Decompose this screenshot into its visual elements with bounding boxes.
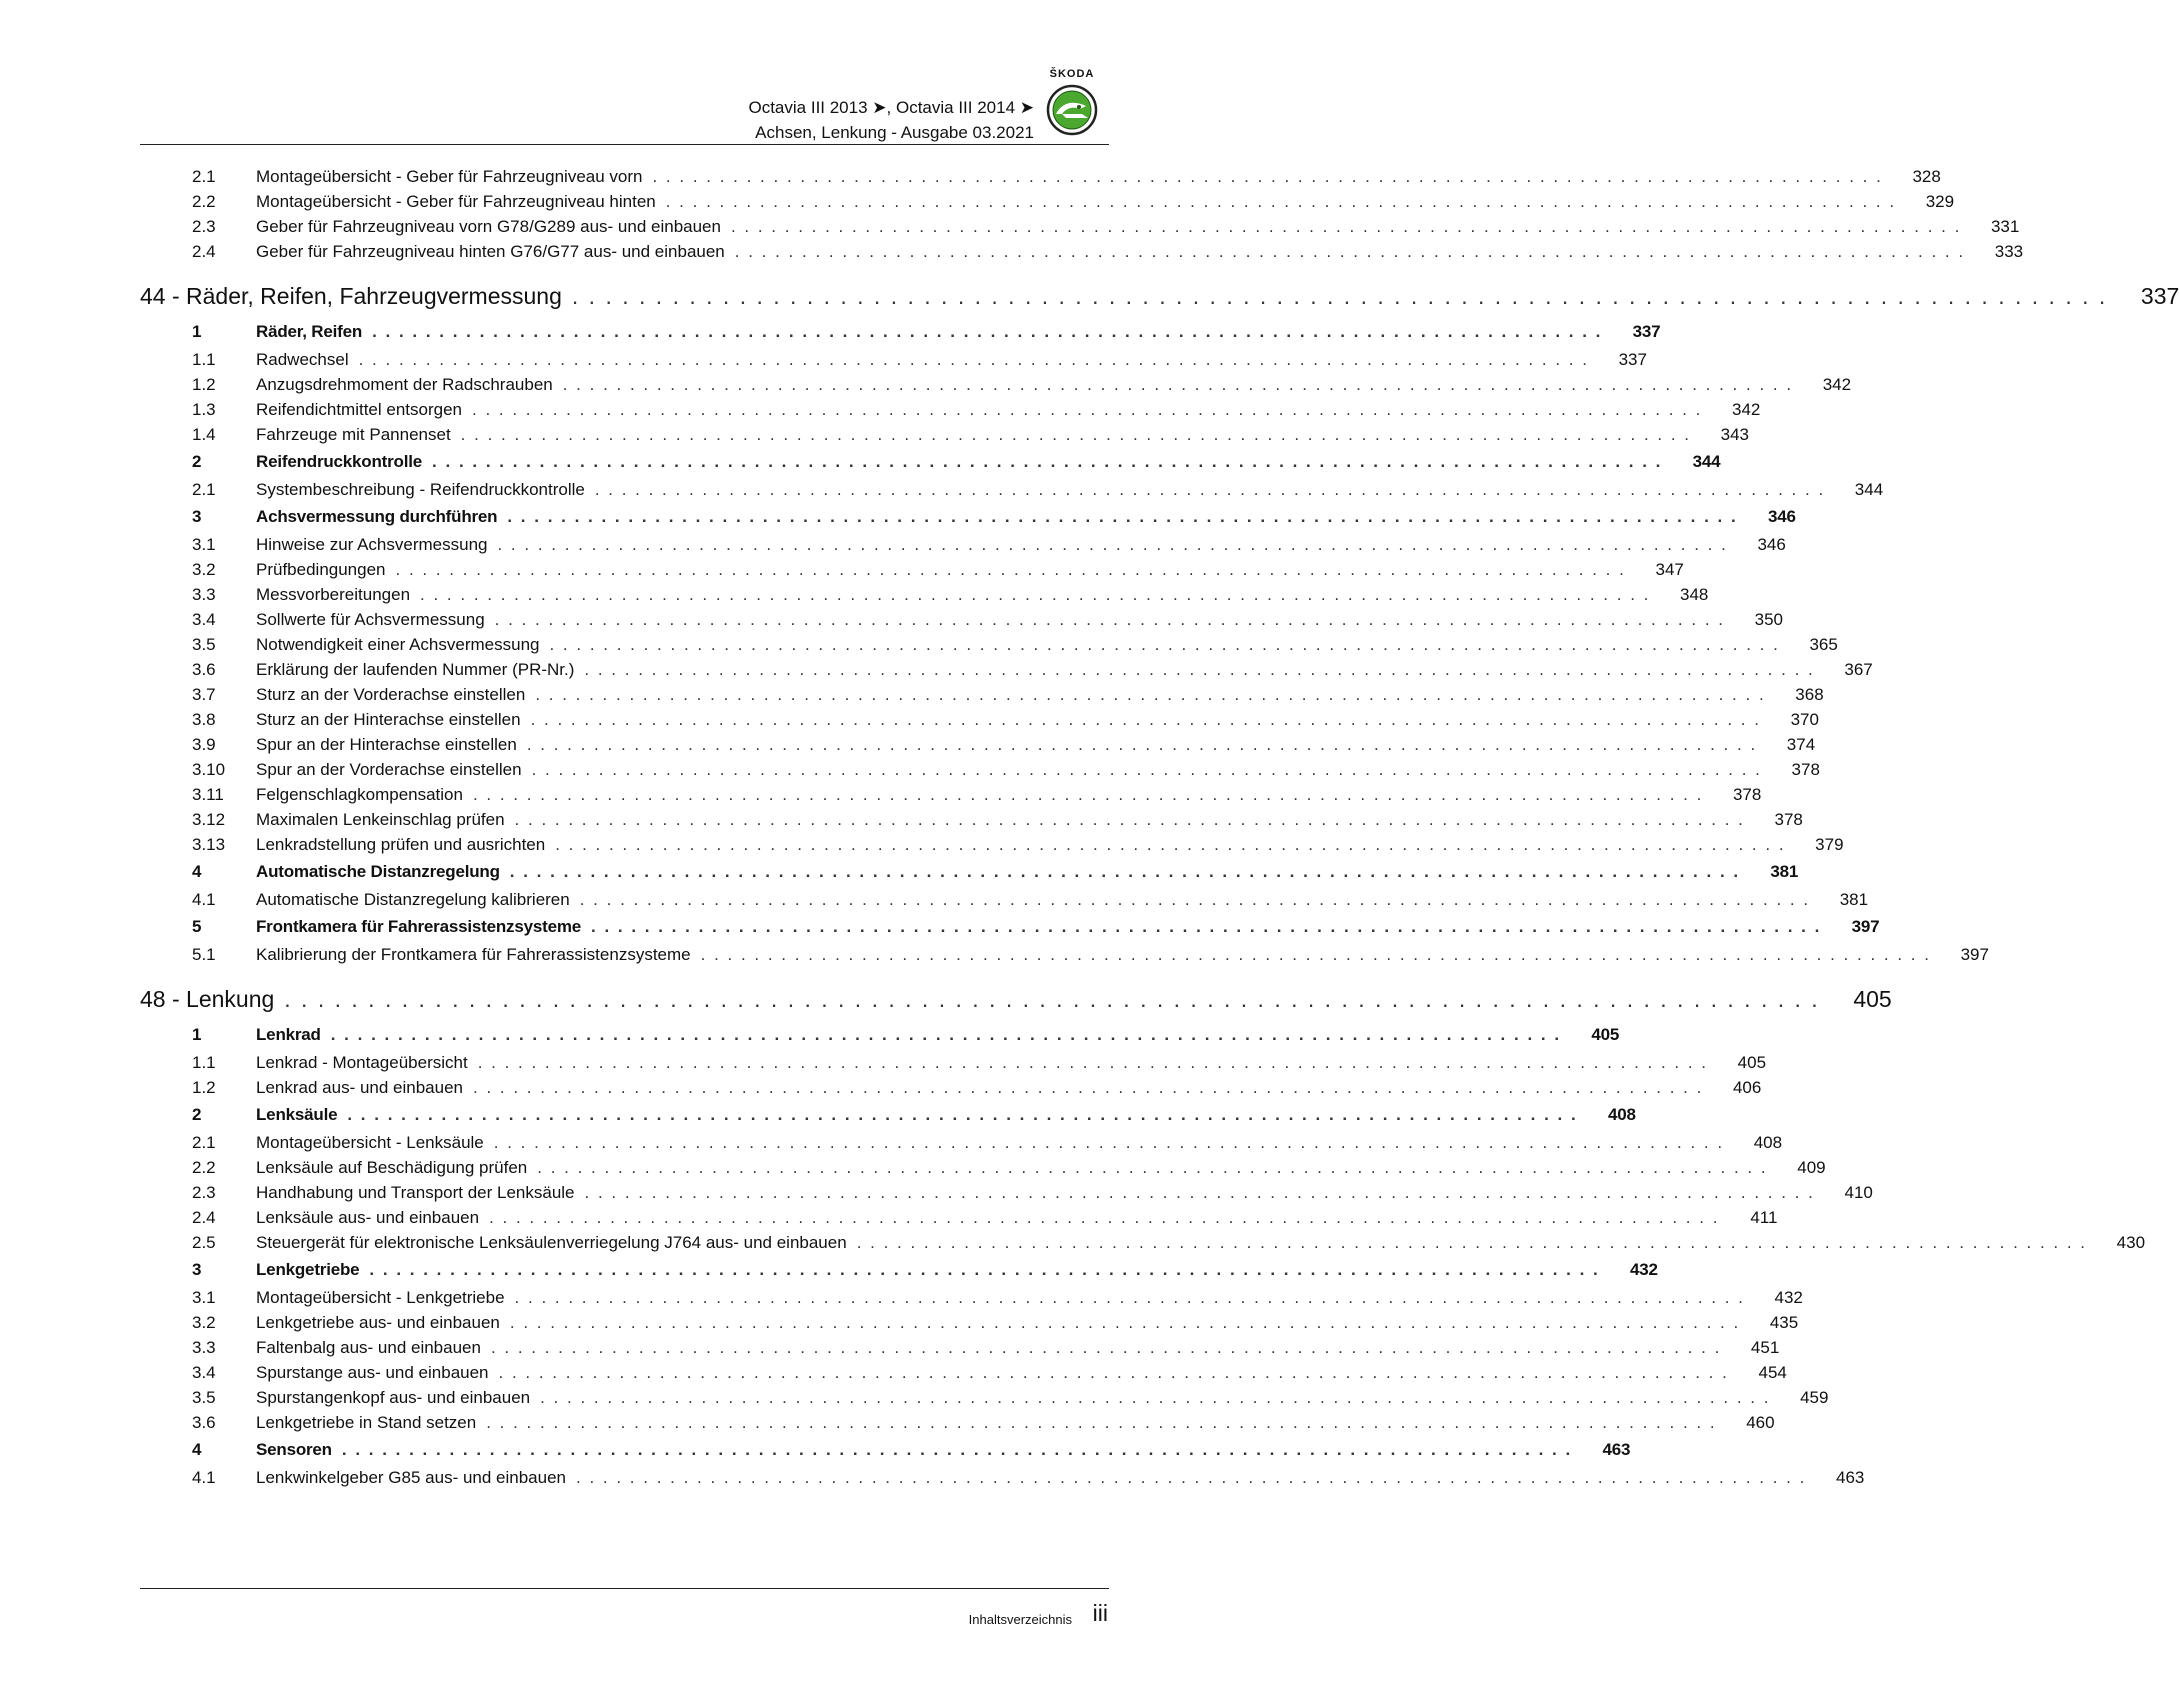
toc-page-number: 410 [1844,1183,1873,1202]
toc-entry-title: Hinweise zur Achsvermessung [256,532,497,557]
toc-section-entry[interactable] [140,857,1799,887]
toc-entry[interactable] [140,214,2020,239]
toc-page-number: 409 [1797,1158,1826,1177]
document-header [748,95,1034,145]
toc-leader-dots: . . . . . . . . . . . . . . . . . . . . . . . . . . . . . . . . . . . . . . . . . . . . . . . . . . . . . . . . . . . . . . . . . . . . . . . . . . . . . . . . . . . . . . . . . . . . [489,1208,1720,1227]
toc-page-number: 346 [1767,507,1796,526]
toc-entry[interactable] [140,477,1884,502]
toc-entry-title: Handhabung und Transport der Lenksäule [256,1180,585,1205]
toc-page-number: 342 [1822,375,1852,394]
toc-section-entry[interactable] [140,502,1796,532]
toc-entry-number: 3.6 [192,660,216,679]
toc-leader-dots: . . . . . . . . . . . . . . . . . . . . . . . . . . . . . . . . . . . . . . . . . . . . . . . . . . . . . . . . . . . . . . . . . . . . . . . . . . . . . . . . . . . . . . . . . . . . [341,1440,1573,1459]
toc-leader-dots: . . . . . . . . . . . . . . . . . . . . . . . . . . . . . . . . . . . . . . . . . . . . . . . . . . . . . . . . . . . . . . . . . . . . . . . . . . . . . . . . . . . . . . . . . . . . [497,535,1728,554]
toc-leader-dots: . . . . . . . . . . . . . . . . . . . . . . . . . . . . . . . . . . . . . . . . . . . . . . . . . . . . . . . . . . . . . . . . . . . . . . . . . . . . . . . . . . . . . . . . . . . . [494,610,1725,629]
toc-leader-dots: . . . . . . . . . . . . . . . . . . . . . . . . . . . . . . . . . . . . . . . . . . . . . . . . . . . . . . . . . . . . . . . . . . . . . . . . . . . . . . . . . . . . . . . . . . . . [665,192,1897,211]
toc-entry[interactable] [140,164,1941,189]
toc-entry-title: Reifendichtmittel entsorgen [256,397,472,422]
toc-page-number: 337 [1618,350,1647,369]
toc-leader-dots: . . . . . . . . . . . . . . . . . . . . . . . . . . . . . . . . . . . . . . . . . . . . . . . . . . . . . . . . . . . . . . . . . . . . . . . . . . . . . . . . . . . . . . . . . . . . [531,760,1762,779]
toc-page-number: 405 [1853,986,1892,1012]
toc-entry-title: Lenkgetriebe aus- und einbauen [256,1310,510,1335]
toc-entry[interactable] [140,1205,1778,1230]
toc-entry[interactable] [140,372,1852,397]
toc-entry-number: 2.2 [192,1158,216,1177]
toc-chapter-entry[interactable] [140,979,1892,1020]
toc-entry[interactable] [140,397,1761,422]
toc-page-number: 459 [1800,1388,1829,1407]
footer-page-number: iii [1092,1600,1108,1626]
toc-entry[interactable] [140,682,1824,707]
toc-entry-title: Radwechsel [256,347,359,372]
toc-entry-title: Sollwerte für Achsvermessung [256,607,495,632]
toc-entry-number: 4.1 [192,1468,216,1487]
toc-entry-number: 3.10 [192,760,226,779]
toc-entry[interactable] [140,582,1709,607]
toc-entry-title: 44 - Räder, Reifen, Fahrzeugvermessung [140,276,572,317]
toc-leader-dots: . . . . . . . . . . . . . . . . . . . . . . . . . . . . . . . . . . . . . . . . . . . . . . . . . . . . . . . . . . . . . . . . . . . . . . . . . . . . . . . . . . . . . . . . . . . . [555,835,1786,854]
toc-page-number: 337 [2140,283,2179,309]
toc-entry-number: 3.1 [192,535,216,554]
toc-leader-dots: . . . . . . . . . . . . . . . . . . . . . . . . . . . . . . . . . . . . . . . . . . . . . . . . . . . . . . . . . . . . . . . . . . . . . . . . . . . . . . . . . . . . . . . . . . . . [700,945,1931,964]
toc-entry-title: Sensoren [256,1435,342,1465]
toc-page-number: 367 [1844,660,1873,679]
toc-page-number: 381 [1839,890,1869,909]
toc-leader-dots: . . . . . . . . . . . . . . . . . . . . . . . . . . . . . . . . . . . . . . . . . . . . . . . . . . . . . . . . . . . . . . . . . . . . . . . . . . . . . . . . . . . . . . . . . . . . [584,660,1815,679]
toc-leader-dots: . . . . . . . . . . . . . . . . . . . . . . . . . . . . . . . . . . . . . . . . . . . . . . . . . . . . . . . . . . . . . . . . . . . . . . . . . . . . . . . . . . . . . . . . . . . . [284,986,1820,1012]
toc-entry-number: 3 [192,1260,202,1279]
toc-entry-title: Erklärung der laufenden Nummer (PR-Nr.) [256,657,584,682]
toc-leader-dots: . . . . . . . . . . . . . . . . . . . . . . . . . . . . . . . . . . . . . . . . . . . . . . . . . . . . . . . . . . . . . . . . . . . . . . . . . . . . . . . . . . . . . . . . . . . . [432,452,1663,471]
toc-page-number: 333 [1994,242,2024,261]
toc-page-number: 408 [1753,1133,1783,1152]
toc-entry-number: 2.1 [192,480,216,499]
toc-entry[interactable] [140,782,1762,807]
toc-page-number: 405 [1737,1053,1767,1072]
toc-page-number: 370 [1790,710,1819,729]
toc-entry-title: Achsvermessung durchführen [256,502,507,532]
toc-page-number: 451 [1750,1338,1780,1357]
toc-entry[interactable] [140,1465,1865,1490]
toc-leader-dots: . . . . . . . . . . . . . . . . . . . . . . . . . . . . . . . . . . . . . . . . . . . . . . . . . . . . . . . . . . . . . . . . . . . . . . . . . . . . . . . . . . . . . . . . . . . . [509,862,1741,881]
toc-section-entry[interactable] [140,1435,1631,1465]
toc-entry[interactable] [140,757,1820,782]
toc-entry-number: 4.1 [192,890,216,909]
toc-leader-dots: . . . . . . . . . . . . . . . . . . . . . . . . . . . . . . . . . . . . . . . . . . . . . . . . . . . . . . . . . . . . . . . . . . . . . . . . . . . . . . . . . . . . . . . . . . . . [535,685,1766,704]
toc-entry[interactable] [140,239,2024,264]
toc-leader-dots: . . . . . . . . . . . . . . . . . . . . . . . . . . . . . . . . . . . . . . . . . . . . . . . . . . . . . . . . . . . . . . . . . . . . . . . . . . . . . . . . . . . . . . . . . . . . [472,785,1704,804]
toc-entry-title: Lenkrad aus- und einbauen [256,1075,473,1100]
toc-entry-title: Spur an der Hinterachse einstellen [256,732,527,757]
toc-page-number: 454 [1758,1363,1787,1382]
toc-leader-dots: . . . . . . . . . . . . . . . . . . . . . . . . . . . . . . . . . . . . . . . . . . . . . . . . . . . . . . . . . . . . . . . . . . . . . . . . . . . . . . . . . . . . . . . . . . . . [486,1413,1717,1432]
toc-leader-dots: . . . . . . . . . . . . . . . . . . . . . . . . . . . . . . . . . . . . . . . . . . . . . . . . . . . . . . . . . . . . . . . . . . . . . . . . . . . . . . . . . . . . . . . . . . . . [514,1288,1745,1307]
toc-page-number: 337 [1632,322,1661,341]
toc-entry-title: Kalibrierung der Frontkamera für Fahrerassistenzsysteme [256,942,701,967]
brand-wordmark: ŠKODA [1049,68,1095,80]
toc-entry-number: 3 [192,507,202,526]
toc-page-number: 343 [1720,425,1750,444]
toc-leader-dots: . . . . . . . . . . . . . . . . . . . . . . . . . . . . . . . . . . . . . . . . . . . . . . . . . . . . . . . . . . . . . . . . . . . . . . . . . . . . . . . . . . . . . . . . . . . . [347,1105,1578,1124]
toc-entry-number: 2 [192,452,202,471]
header-subject-line: Achsen, Lenkung - Ausgabe 03.2021 [755,123,1034,142]
toc-entry[interactable] [140,632,1838,657]
toc-entry-title: Prüfbedingungen [256,557,396,582]
toc-page-number: 430 [2116,1233,2146,1252]
toc-page-number: 378 [1774,810,1803,829]
footer-section-label: Inhaltsverzeichnis [968,1612,1072,1627]
toc-entry-number: 1.1 [192,1053,216,1072]
toc-leader-dots: . . . . . . . . . . . . . . . . . . . . . . . . . . . . . . . . . . . . . . . . . . . . . . . . . . . . . . . . . . . . . . . . . . . . . . . . . . . . . . . . . . . . . . . . . . . . [493,1133,1725,1152]
toc-page-number: 463 [1602,1440,1631,1459]
toc-entry-title: Spur an der Vorderachse einstellen [256,757,532,782]
skoda-emblem-icon [1046,84,1098,136]
toc-leader-dots: . . . . . . . . . . . . . . . . . . . . . . . . . . . . . . . . . . . . . . . . . . . . . . . . . . . . . . . . . . . . . . . . . . . . . . . . . . . . . . . . . . . . . . . . . . . . [591,917,1822,936]
toc-entry[interactable] [140,189,1955,214]
toc-entry-title: Lenkwinkelgeber G85 aus- und einbauen [256,1465,576,1490]
toc-entry-number: 3.6 [192,1413,216,1432]
toc-entry-number: 5 [192,917,202,936]
toc-entry-title: Reifendruckkontrolle [256,447,432,477]
toc-leader-dots: . . . . . . . . . . . . . . . . . . . . . . . . . . . . . . . . . . . . . . . . . . . . . . . . . . . . . . . . . . . . . . . . . . . . . . . . . . . . . . . . . . . . . . . . . . . . [330,1025,1562,1044]
toc-entry-number: 3.3 [192,585,216,604]
toc-leader-dots: . . . . . . . . . . . . . . . . . . . . . . . . . . . . . . . . . . . . . . . . . . . . . . . . . . . . . . . . . . . . . . . . . . . . . . . . . . . . . . . . . . . . . . . . . . . . [358,350,1589,369]
toc-page-number: 432 [1774,1288,1803,1307]
toc-page-number: 408 [1607,1105,1636,1124]
toc-entry[interactable] [140,1285,1803,1310]
toc-entry-number: 3.5 [192,1388,216,1407]
toc-leader-dots: . . . . . . . . . . . . . . . . . . . . . . . . . . . . . . . . . . . . . . . . . . . . . . . . . . . . . . . . . . . . . . . . . . . . . . . . . . . . . . . . . . . . . . . . . . . . [856,1233,2088,1252]
toc-leader-dots: . . . . . . . . . . . . . . . . . . . . . . . . . . . . . . . . . . . . . . . . . . . . . . . . . . . . . . . . . . . . . . . . . . . . . . . . . . . . . . . . . . . . . . . . . . . . [473,1078,1704,1097]
toc-section-entry[interactable] [140,912,1880,942]
toc-section-entry[interactable] [140,317,1661,347]
toc-entry-number: 3.7 [192,685,216,704]
toc-entry-title: Lenksäule auf Beschädigung prüfen [256,1155,537,1180]
toc-page-number: 381 [1770,862,1799,881]
toc-page-number: 331 [1990,217,2020,236]
toc-entry-number: 1 [192,322,202,341]
toc-entry-number: 3.9 [192,735,216,754]
toc-leader-dots: . . . . . . . . . . . . . . . . . . . . . . . . . . . . . . . . . . . . . . . . . . . . . . . . . . . . . . . . . . . . . . . . . . . . . . . . . . . . . . . . . . . . . . . . . . . . [460,425,1692,444]
toc-entry-number: 2 [192,1105,202,1124]
header-vehicle-line: Octavia III 2013 ➤, Octavia III 2014 ➤ [748,98,1034,117]
toc-entry-title: Maximalen Lenkeinschlag prüfen [256,807,515,832]
toc-entry-title: Automatische Distanzregelung kalibrieren [256,887,580,912]
skoda-logo [1032,68,1112,136]
toc-entry-title: Notwendigkeit einer Achsvermessung [256,632,549,657]
toc-page-number: 411 [1750,1208,1778,1227]
toc-page-number: 406 [1732,1078,1762,1097]
toc-entry-number: 1.1 [192,350,216,369]
toc-entry-number: 2.3 [192,217,216,236]
toc-entry-number: 2.3 [192,1183,216,1202]
toc-page-number: 365 [1809,635,1838,654]
toc-entry-title: Lenksäule [256,1100,347,1130]
toc-entry-number: 2.1 [192,1133,216,1152]
toc-entry-title: Anzugsdrehmoment der Radschrauben [256,372,563,397]
toc-entry-title: Lenkradstellung prüfen und ausrichten [256,832,555,857]
toc-page-number: 397 [1960,945,1989,964]
toc-entry-title: Lenkrad - Montageübersicht [256,1050,478,1075]
toc-entry-number: 2.1 [192,167,216,186]
toc-entry-title: Steuergerät für elektronische Lenksäulenverriegelung J764 aus- und einbauen [256,1230,857,1255]
toc-entry[interactable] [140,657,1873,682]
toc-page-number: 342 [1731,400,1761,419]
toc-leader-dots: . . . . . . . . . . . . . . . . . . . . . . . . . . . . . . . . . . . . . . . . . . . . . . . . . . . . . . . . . . . . . . . . . . . . . . . . . . . . . . . . . . . . . . . . . . . . [507,507,1738,526]
toc-page-number: 350 [1754,610,1783,629]
toc-leader-dots: . . . . . . . . . . . . . . . . . . . . . . . . . . . . . . . . . . . . . . . . . . . . . . . . . . . . . . . . . . . . . . . . . . . . . . . . . . . . . . . . . . . . . . . . . . . . [730,217,1962,236]
toc-entry-title: Fahrzeuge mit Pannenset [256,422,461,447]
toc-page-number: 378 [1791,760,1820,779]
toc-page-number: 344 [1854,480,1884,499]
toc-entry-number: 1 [192,1025,202,1044]
toc-entry-title: Montageübersicht - Geber für Fahrzeugniveau vorn [256,164,652,189]
toc-entry[interactable] [140,422,1750,447]
toc-leader-dots: . . . . . . . . . . . . . . . . . . . . . . . . . . . . . . . . . . . . . . . . . . . . . . . . . . . . . . . . . . . . . . . . . . . . . . . . . . . . . . . . . . . . . . . . . . . . [579,890,1811,909]
toc-leader-dots: . . . . . . . . . . . . . . . . . . . . . . . . . . . . . . . . . . . . . . . . . . . . . . . . . . . . . . . . . . . . . . . . . . . . . . . . . . . . . . . . . . . . . . . . . . . . [514,810,1745,829]
toc-entry-number: 3.5 [192,635,216,654]
toc-entry[interactable] [140,1155,1826,1180]
toc-entry-title: Lenkgetriebe in Stand setzen [256,1410,486,1435]
toc-entry[interactable] [140,1335,1780,1360]
toc-entry[interactable] [140,532,1786,557]
toc-entry-number: 3.1 [192,1288,216,1307]
toc-entry-number: 3.2 [192,560,216,579]
toc-page-number: 378 [1732,785,1762,804]
toc-leader-dots: . . . . . . . . . . . . . . . . . . . . . . . . . . . . . . . . . . . . . . . . . . . . . . . . . . . . . . . . . . . . . . . . . . . . . . . . . . . . . . . . . . . . . . . . . . . . [576,1468,1807,1487]
toc-entry[interactable] [140,347,1647,372]
toc-entry-number: 2.4 [192,1208,216,1227]
toc-page-number: 397 [1851,917,1880,936]
toc-entry-title: Montageübersicht - Lenksäule [256,1130,494,1155]
toc-page-number: 374 [1786,735,1816,754]
toc-entry-number: 4 [192,862,202,881]
toc-entry[interactable] [140,1385,1829,1410]
toc-chapter-entry[interactable] [140,276,2179,317]
toc-entry-title: Messvorbereitungen [256,582,420,607]
toc-entry-number: 4 [192,1440,202,1459]
toc-entry-title: Lenkgetriebe [256,1255,369,1285]
toc-entry-number: 3.2 [192,1313,216,1332]
toc-page-number: 328 [1912,167,1941,186]
toc-leader-dots: . . . . . . . . . . . . . . . . . . . . . . . . . . . . . . . . . . . . . . . . . . . . . . . . . . . . . . . . . . . . . . . . . . . . . . . . . . . . . . . . . . . . . . . . . . . . [372,322,1603,341]
toc-leader-dots: . . . . . . . . . . . . . . . . . . . . . . . . . . . . . . . . . . . . . . . . . . . . . . . . . . . . . . . . . . . . . . . . . . . . . . . . . . . . . . . . . . . . . . . . . . . . [584,1183,1815,1202]
toc-entry[interactable] [140,942,1989,967]
toc-entry[interactable] [140,707,1819,732]
toc-leader-dots: . . . . . . . . . . . . . . . . . . . . . . . . . . . . . . . . . . . . . . . . . . . . . . . . . . . . . . . . . . . . . . . . . . . . . . . . . . . . . . . . . . . . . . . . . . . . [369,1260,1600,1279]
toc-entry[interactable] [140,557,1684,582]
toc-entry-number: 3.4 [192,610,216,629]
toc-entry-number: 3.11 [192,785,224,804]
toc-entry[interactable] [140,1075,1762,1100]
toc-leader-dots: . . . . . . . . . . . . . . . . . . . . . . . . . . . . . . . . . . . . . . . . . . . . . . . . . . . . . . . . . . . . . . . . . . . . . . . . . . . . . . . . . . . . . . . . . . . . [549,635,1780,654]
toc-section-entry[interactable] [140,1020,1620,1050]
toc-entry-number: 3.12 [192,810,226,829]
toc-page-number: 460 [1746,1413,1775,1432]
toc-leader-dots: . . . . . . . . . . . . . . . . . . . . . . . . . . . . . . . . . . . . . . . . . . . . . . . . . . . . . . . . . . . . . . . . . . . . . . . . . . . . . . . . . . . . . . . . . . . . [540,1388,1771,1407]
toc-page-number: 347 [1655,560,1684,579]
header-divider [140,144,1109,145]
toc-entry-title: Räder, Reifen [256,317,372,347]
toc-entry[interactable] [140,1180,1873,1205]
toc-entry-title: Spurstange aus- und einbauen [256,1360,499,1385]
toc-leader-dots: . . . . . . . . . . . . . . . . . . . . . . . . . . . . . . . . . . . . . . . . . . . . . . . . . . . . . . . . . . . . . . . . . . . . . . . . . . . . . . . . . . . . . . . . . . . . [562,375,1794,394]
toc-entry[interactable] [140,732,1816,757]
toc-entry-number: 2.5 [192,1233,216,1252]
toc-entry-title: Montageübersicht - Geber für Fahrzeugniveau hinten [256,189,666,214]
toc-leader-dots: . . . . . . . . . . . . . . . . . . . . . . . . . . . . . . . . . . . . . . . . . . . . . . . . . . . . . . . . . . . . . . . . . . . . . . . . . . . . . . . . . . . . . . . . . . . . [652,167,1883,186]
table-of-contents [140,164,2179,1490]
toc-entry-number: 5.1 [192,945,216,964]
toc-entry-title: Geber für Fahrzeugniveau hinten G76/G77 aus- und einbauen [256,239,735,264]
toc-entry-title: Lenkrad [256,1020,331,1050]
toc-entry-title: Spurstangenkopf aus- und einbauen [256,1385,540,1410]
toc-entry[interactable] [140,1310,1799,1335]
toc-entry-title: Faltenbalg aus- und einbauen [256,1335,491,1360]
toc-leader-dots: . . . . . . . . . . . . . . . . . . . . . . . . . . . . . . . . . . . . . . . . . . . . . . . . . . . . . . . . . . . . . . . . . . . . . . . . . . . . . . . . . . . . . . . . . . . . [537,1158,1768,1177]
toc-leader-dots: . . . . . . . . . . . . . . . . . . . . . . . . . . . . . . . . . . . . . . . . . . . . . . . . . . . . . . . . . . . . . . . . . . . . . . . . . . . . . . . . . . . . . . . . . . . . [472,400,1703,419]
toc-entry-title: Automatische Distanzregelung [256,857,510,887]
toc-entry-number: 3.3 [192,1338,216,1357]
toc-section-entry[interactable] [140,1255,1658,1285]
toc-leader-dots: . . . . . . . . . . . . . . . . . . . . . . . . . . . . . . . . . . . . . . . . . . . . . . . . . . . . . . . . . . . . . . . . . . . . . . . . . . . . . . . . . . . . . . . . . . . . [420,585,1651,604]
toc-leader-dots: . . . . . . . . . . . . . . . . . . . . . . . . . . . . . . . . . . . . . . . . . . . . . . . . . . . . . . . . . . . . . . . . . . . . . . . . . . . . . . . . . . . . . . . . . . . . [571,283,2108,309]
toc-leader-dots: . . . . . . . . . . . . . . . . . . . . . . . . . . . . . . . . . . . . . . . . . . . . . . . . . . . . . . . . . . . . . . . . . . . . . . . . . . . . . . . . . . . . . . . . . . . . [498,1363,1729,1382]
toc-page-number: 379 [1815,835,1844,854]
toc-leader-dots: . . . . . . . . . . . . . . . . . . . . . . . . . . . . . . . . . . . . . . . . . . . . . . . . . . . . . . . . . . . . . . . . . . . . . . . . . . . . . . . . . . . . . . . . . . . . [530,710,1761,729]
toc-entry-title: Montageübersicht - Lenkgetriebe [256,1285,515,1310]
toc-entry-number: 3.8 [192,710,216,729]
toc-page-number: 368 [1795,685,1824,704]
toc-entry[interactable] [140,1050,1767,1075]
toc-section-entry[interactable] [140,447,1721,477]
toc-entry[interactable] [140,887,1869,912]
footer-divider [140,1588,1109,1589]
toc-entry-number: 2.4 [192,242,216,261]
toc-page-number: 344 [1692,452,1721,471]
toc-leader-dots: . . . . . . . . . . . . . . . . . . . . . . . . . . . . . . . . . . . . . . . . . . . . . . . . . . . . . . . . . . . . . . . . . . . . . . . . . . . . . . . . . . . . . . . . . . . . [477,1053,1709,1072]
toc-page-number: 348 [1680,585,1709,604]
toc-entry-number: 1.2 [192,1078,216,1097]
toc-entry-number: 1.3 [192,400,216,419]
toc-entry-number: 1.2 [192,375,216,394]
toc-entry-title: Frontkamera für Fahrerassistenzsysteme [256,912,591,942]
toc-entry-title: 48 - Lenkung [140,979,284,1020]
toc-entry-title: Sturz an der Vorderachse einstellen [256,682,535,707]
toc-entry-number: 3.13 [192,835,226,854]
toc-leader-dots: . . . . . . . . . . . . . . . . . . . . . . . . . . . . . . . . . . . . . . . . . . . . . . . . . . . . . . . . . . . . . . . . . . . . . . . . . . . . . . . . . . . . . . . . . . . . [509,1313,1741,1332]
toc-page-number: 432 [1630,1260,1658,1279]
toc-entry[interactable] [140,607,1783,632]
toc-entry[interactable] [140,1130,1783,1155]
toc-leader-dots: . . . . . . . . . . . . . . . . . . . . . . . . . . . . . . . . . . . . . . . . . . . . . . . . . . . . . . . . . . . . . . . . . . . . . . . . . . . . . . . . . . . . . . . . . . . . [490,1338,1722,1357]
toc-entry-number: 3.4 [192,1363,216,1382]
toc-section-entry[interactable] [140,1100,1636,1130]
toc-leader-dots: . . . . . . . . . . . . . . . . . . . . . . . . . . . . . . . . . . . . . . . . . . . . . . . . . . . . . . . . . . . . . . . . . . . . . . . . . . . . . . . . . . . . . . . . . . . . [734,242,1966,261]
toc-entry-title: Geber für Fahrzeugniveau vorn G78/G289 aus- und einbauen [256,214,731,239]
toc-entry-title: Sturz an der Hinterachse einstellen [256,707,531,732]
toc-entry-title: Felgenschlagkompensation [256,782,473,807]
toc-page-number: 329 [1925,192,1955,211]
toc-leader-dots: . . . . . . . . . . . . . . . . . . . . . . . . . . . . . . . . . . . . . . . . . . . . . . . . . . . . . . . . . . . . . . . . . . . . . . . . . . . . . . . . . . . . . . . . . . . . [395,560,1626,579]
toc-page-number: 405 [1591,1025,1620,1044]
toc-entry-number: 1.4 [192,425,216,444]
toc-entry[interactable] [140,832,1844,857]
toc-entry-title: Lenksäule aus- und einbauen [256,1205,489,1230]
toc-entry[interactable] [140,1410,1775,1435]
toc-entry[interactable] [140,1360,1787,1385]
toc-page-number: 346 [1757,535,1786,554]
toc-page-number: 435 [1769,1313,1799,1332]
toc-entry-title: Systembeschreibung - Reifendruckkontrolle [256,477,595,502]
toc-entry[interactable] [140,807,1803,832]
toc-page-number: 463 [1835,1468,1865,1487]
toc-entry[interactable] [140,1230,2146,1255]
toc-leader-dots: . . . . . . . . . . . . . . . . . . . . . . . . . . . . . . . . . . . . . . . . . . . . . . . . . . . . . . . . . . . . . . . . . . . . . . . . . . . . . . . . . . . . . . . . . . . . [594,480,1826,499]
toc-leader-dots: . . . . . . . . . . . . . . . . . . . . . . . . . . . . . . . . . . . . . . . . . . . . . . . . . . . . . . . . . . . . . . . . . . . . . . . . . . . . . . . . . . . . . . . . . . . . [526,735,1758,754]
toc-entry-number: 2.2 [192,192,216,211]
